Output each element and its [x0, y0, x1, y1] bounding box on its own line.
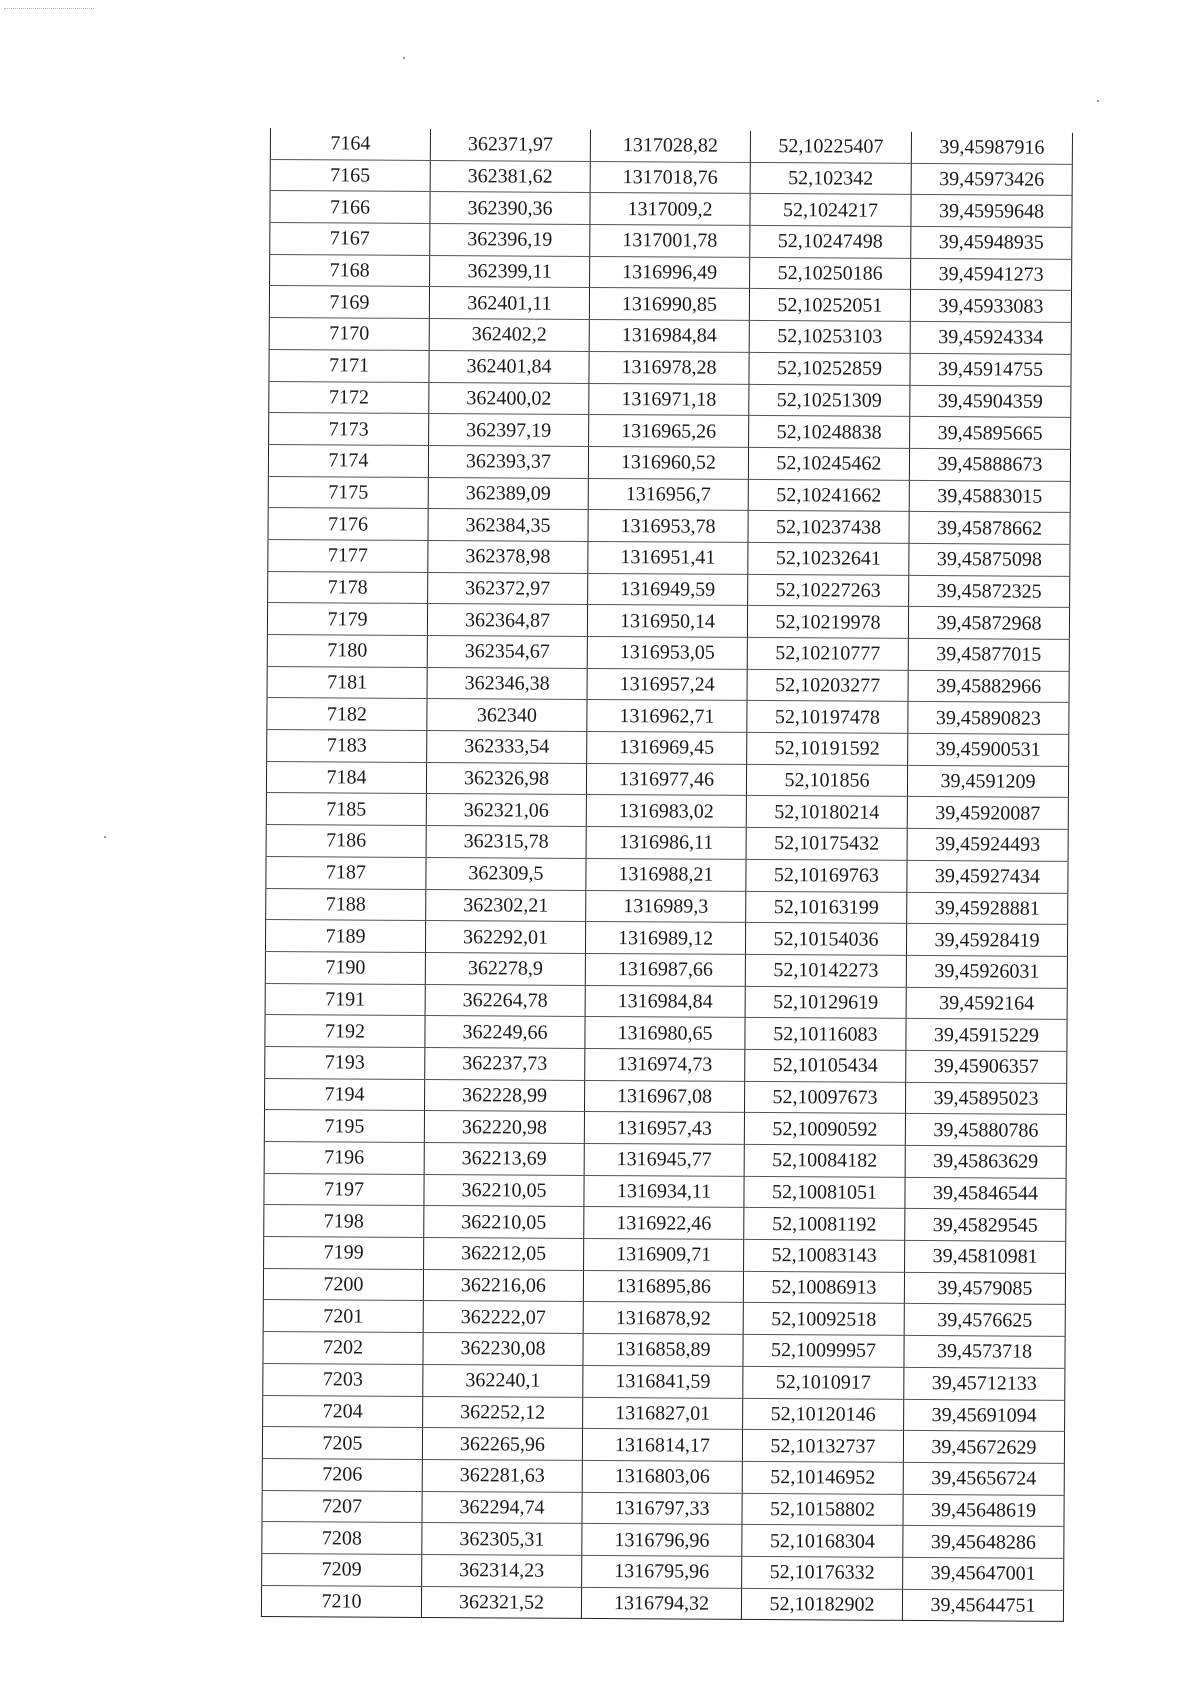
- x-coordinate-cell: 362228,99: [424, 1079, 584, 1112]
- point-number-cell: 7173: [269, 413, 429, 446]
- y-coordinate-cell: 1316945,77: [584, 1143, 744, 1176]
- longitude-cell: 39,4592164: [906, 987, 1067, 1020]
- x-coordinate-cell: 362401,11: [429, 287, 589, 320]
- x-coordinate-cell: 362212,05: [424, 1238, 584, 1271]
- latitude-cell: 52,10203277: [747, 669, 908, 702]
- x-coordinate-cell: 362399,11: [430, 255, 590, 288]
- x-coordinate-cell: 362294,74: [422, 1491, 582, 1524]
- latitude-cell: 52,10237438: [748, 511, 909, 544]
- y-coordinate-cell: 1316841,59: [583, 1365, 743, 1398]
- latitude-cell: 52,10081192: [744, 1208, 905, 1241]
- x-coordinate-cell: 362278,9: [425, 952, 585, 985]
- latitude-cell: 52,10154036: [745, 923, 906, 956]
- table-row: [262, 1458, 1064, 1495]
- y-coordinate-cell: 1316797,33: [582, 1492, 742, 1525]
- latitude-cell: 52,1010917: [743, 1366, 904, 1399]
- y-coordinate-cell: 1316990,85: [589, 288, 749, 321]
- x-coordinate-cell: 362292,01: [425, 921, 585, 954]
- y-coordinate-cell: 1317001,78: [590, 225, 750, 258]
- point-number-cell: 7171: [269, 349, 429, 382]
- longitude-cell: 39,45877015: [908, 638, 1069, 671]
- point-number-cell: 7195: [264, 1110, 424, 1143]
- point-number-cell: 7174: [268, 444, 428, 477]
- x-coordinate-cell: 362210,05: [424, 1206, 584, 1239]
- point-number-cell: 7201: [263, 1300, 423, 1333]
- y-coordinate-cell: 1316962,71: [587, 700, 747, 733]
- x-coordinate-cell: 362364,87: [427, 604, 587, 637]
- latitude-cell: 52,10245462: [748, 447, 909, 480]
- longitude-cell: 39,45927434: [907, 860, 1068, 893]
- longitude-cell: 39,45915229: [906, 1019, 1067, 1052]
- longitude-cell: 39,45924334: [910, 322, 1071, 355]
- y-coordinate-cell: 1316878,92: [583, 1302, 743, 1335]
- latitude-cell: 52,10142273: [745, 954, 906, 987]
- longitude-cell: 39,45914755: [910, 353, 1071, 386]
- longitude-cell: 39,45959648: [911, 195, 1072, 228]
- table-row: [268, 508, 1070, 545]
- latitude-cell: 52,10250186: [750, 257, 911, 290]
- longitude-cell: 39,45928419: [906, 924, 1067, 957]
- coordinates-table-body: [261, 128, 1072, 1622]
- y-coordinate-cell: 1316953,05: [587, 636, 747, 669]
- table-row: [265, 951, 1067, 988]
- table-row: [269, 349, 1071, 386]
- table-row: [270, 128, 1072, 164]
- point-number-cell: 7182: [267, 698, 427, 731]
- table-row: [265, 1046, 1067, 1083]
- scan-speck: [104, 836, 106, 838]
- x-coordinate-cell: 362321,06: [426, 794, 586, 827]
- x-coordinate-cell: 362252,12: [423, 1396, 583, 1429]
- latitude-cell: 52,10197478: [747, 701, 908, 734]
- latitude-cell: 52,101856: [746, 764, 907, 797]
- table-row: [266, 856, 1068, 893]
- longitude-cell: 39,45888673: [909, 448, 1070, 481]
- point-number-cell: 7200: [263, 1268, 423, 1301]
- latitude-cell: 52,10086913: [743, 1271, 904, 1304]
- point-number-cell: 7196: [264, 1141, 424, 1174]
- table-row: [268, 444, 1070, 481]
- longitude-cell: 39,45880786: [905, 1114, 1066, 1147]
- y-coordinate-cell: 1316974,73: [585, 1048, 745, 1081]
- table-row: [270, 254, 1072, 291]
- longitude-cell: 39,45941273: [911, 258, 1072, 291]
- x-coordinate-cell: 362240,1: [423, 1364, 583, 1397]
- latitude-cell: 52,10252051: [749, 289, 910, 322]
- point-number-cell: 7180: [267, 634, 427, 667]
- y-coordinate-cell: 1316957,24: [587, 668, 747, 701]
- point-number-cell: 7188: [266, 888, 426, 921]
- table-row: [264, 1110, 1066, 1147]
- longitude-cell: 39,45672629: [903, 1431, 1064, 1464]
- x-coordinate-cell: 362222,07: [423, 1301, 583, 1334]
- point-number-cell: 7202: [263, 1332, 423, 1365]
- latitude-cell: 52,10168304: [742, 1525, 903, 1558]
- x-coordinate-cell: 362213,69: [424, 1142, 584, 1175]
- latitude-cell: 52,10146952: [742, 1461, 903, 1494]
- longitude-cell: 39,45890823: [908, 702, 1069, 735]
- point-number-cell: 7185: [266, 793, 426, 826]
- y-coordinate-cell: 1316986,11: [586, 827, 746, 860]
- latitude-cell: 52,10252859: [749, 352, 910, 385]
- y-coordinate-cell: 1316987,66: [585, 953, 745, 986]
- x-coordinate-cell: 362372,97: [428, 572, 588, 605]
- y-coordinate-cell: 1316796,96: [582, 1524, 742, 1557]
- point-number-cell: 7178: [268, 571, 428, 604]
- table-row: [269, 381, 1071, 418]
- point-number-cell: 7205: [262, 1427, 422, 1460]
- point-number-cell: 7187: [266, 856, 426, 889]
- point-number-cell: 7190: [265, 951, 425, 984]
- x-coordinate-cell: 362389,09: [428, 477, 588, 510]
- y-coordinate-cell: 1316895,86: [583, 1270, 743, 1303]
- x-coordinate-cell: 362333,54: [427, 731, 587, 764]
- longitude-cell: 39,45872968: [908, 607, 1069, 640]
- x-coordinate-cell: 362314,23: [422, 1554, 582, 1587]
- point-number-cell: 7207: [262, 1490, 422, 1523]
- longitude-cell: 39,45948935: [911, 226, 1072, 259]
- longitude-cell: 39,45691094: [904, 1399, 1065, 1432]
- y-coordinate-cell: 1316971,18: [589, 383, 749, 416]
- y-coordinate-cell: 1316827,01: [583, 1397, 743, 1430]
- y-coordinate-cell: 1316949,59: [588, 573, 748, 606]
- table-row: [264, 1173, 1066, 1210]
- latitude-cell: 52,10247498: [750, 225, 911, 258]
- y-coordinate-cell: 1316794,32: [581, 1587, 741, 1620]
- table-row: [269, 286, 1071, 323]
- longitude-cell: 39,45920087: [907, 797, 1068, 830]
- x-coordinate-cell: 362340: [427, 699, 587, 732]
- latitude-cell: 52,10176332: [742, 1556, 903, 1589]
- y-coordinate-cell: 1316984,84: [589, 320, 749, 353]
- point-number-cell: 7204: [263, 1395, 423, 1428]
- point-number-cell: 7183: [267, 730, 427, 763]
- y-coordinate-cell: 1316957,43: [584, 1112, 744, 1145]
- point-number-cell: 7179: [267, 603, 427, 636]
- table-row: [262, 1490, 1064, 1527]
- longitude-cell: 39,45875098: [909, 543, 1070, 576]
- longitude-cell: 39,45987916: [911, 132, 1072, 164]
- y-coordinate-cell: 1316967,08: [584, 1080, 744, 1113]
- point-number-cell: 7206: [262, 1458, 422, 1491]
- y-coordinate-cell: 1316978,28: [589, 351, 749, 384]
- scan-speck: [1097, 100, 1099, 102]
- point-number-cell: 7176: [268, 508, 428, 541]
- y-coordinate-cell: 1316956,7: [588, 478, 748, 511]
- y-coordinate-cell: 1316795,96: [582, 1555, 742, 1588]
- table-row: [267, 603, 1069, 640]
- y-coordinate-cell: 1316996,49: [590, 256, 750, 289]
- y-coordinate-cell: 1316814,17: [582, 1429, 742, 1462]
- longitude-cell: 39,45883015: [909, 480, 1070, 513]
- x-coordinate-cell: 362305,31: [422, 1523, 582, 1556]
- latitude-cell: 52,10251309: [749, 384, 910, 417]
- x-coordinate-cell: 362402,2: [429, 319, 589, 352]
- table-row: [263, 1300, 1065, 1337]
- longitude-cell: 39,45906357: [906, 1050, 1067, 1083]
- table-row: [266, 793, 1068, 830]
- longitude-cell: 39,4576625: [904, 1304, 1065, 1337]
- longitude-cell: 39,45973426: [911, 163, 1072, 196]
- table-row: [270, 191, 1072, 228]
- latitude-cell: 52,10169763: [746, 859, 907, 892]
- point-number-cell: 7192: [265, 1015, 425, 1048]
- latitude-cell: 52,10081051: [744, 1176, 905, 1209]
- y-coordinate-cell: 1317009,2: [590, 193, 750, 226]
- latitude-cell: 52,1024217: [750, 194, 911, 227]
- longitude-cell: 39,45904359: [910, 385, 1071, 418]
- table-row: [265, 983, 1067, 1020]
- point-number-cell: 7164: [270, 128, 430, 160]
- latitude-cell: 52,10132737: [742, 1430, 903, 1463]
- y-coordinate-cell: 1316951,41: [588, 541, 748, 574]
- point-number-cell: 7199: [264, 1237, 424, 1270]
- x-coordinate-cell: 362401,84: [429, 350, 589, 383]
- y-coordinate-cell: 1316969,45: [587, 732, 747, 765]
- table-row: [264, 1141, 1066, 1178]
- y-coordinate-cell: 1317018,76: [590, 161, 750, 194]
- x-coordinate-cell: 362315,78: [426, 826, 586, 859]
- y-coordinate-cell: 1316983,02: [586, 795, 746, 828]
- point-number-cell: 7172: [269, 381, 429, 414]
- latitude-cell: 52,10219978: [747, 606, 908, 639]
- longitude-cell: 39,45926031: [906, 955, 1067, 988]
- y-coordinate-cell: 1316965,26: [589, 415, 749, 448]
- x-coordinate-cell: 362281,63: [422, 1459, 582, 1492]
- latitude-cell: 52,10180214: [746, 796, 907, 829]
- x-coordinate-cell: 362326,98: [426, 762, 586, 795]
- latitude-cell: 52,10099957: [743, 1335, 904, 1368]
- table-row: [265, 1015, 1067, 1052]
- longitude-cell: 39,4579085: [904, 1272, 1065, 1305]
- table-row: [262, 1553, 1064, 1590]
- x-coordinate-cell: 362309,5: [426, 857, 586, 890]
- x-coordinate-cell: 362396,19: [430, 224, 590, 257]
- y-coordinate-cell: 1316803,06: [582, 1460, 742, 1493]
- point-number-cell: 7165: [270, 159, 430, 192]
- table-row: [267, 730, 1069, 767]
- latitude-cell: 52,10120146: [743, 1398, 904, 1431]
- latitude-cell: 52,10210777: [747, 637, 908, 670]
- latitude-cell: 52,10097673: [744, 1081, 905, 1114]
- longitude-cell: 39,45924493: [907, 829, 1068, 862]
- point-number-cell: 7191: [265, 983, 425, 1016]
- scan-speck: [403, 57, 405, 59]
- table-row: [265, 920, 1067, 957]
- table-row: [267, 666, 1069, 703]
- table-row: [262, 1427, 1064, 1464]
- point-number-cell: 7175: [268, 476, 428, 509]
- table-row: [268, 539, 1070, 576]
- latitude-cell: 52,10092518: [743, 1303, 904, 1336]
- table-row: [261, 1585, 1063, 1622]
- y-coordinate-cell: 1316858,89: [583, 1334, 743, 1367]
- latitude-cell: 52,10158802: [742, 1493, 903, 1526]
- point-number-cell: 7177: [268, 539, 428, 572]
- point-number-cell: 7193: [265, 1046, 425, 1079]
- longitude-cell: 39,45895023: [905, 1082, 1066, 1115]
- x-coordinate-cell: 362354,67: [427, 635, 587, 668]
- table-row: [269, 318, 1071, 355]
- x-coordinate-cell: 362384,35: [428, 509, 588, 542]
- scan-artifact-line: [4, 8, 94, 10]
- latitude-cell: 52,10129619: [745, 986, 906, 1019]
- x-coordinate-cell: 362393,37: [428, 445, 588, 478]
- longitude-cell: 39,45712133: [904, 1367, 1065, 1400]
- latitude-cell: 52,10116083: [745, 1018, 906, 1051]
- latitude-cell: 52,10227263: [748, 574, 909, 607]
- longitude-cell: 39,45900531: [908, 733, 1069, 766]
- x-coordinate-cell: 362249,66: [425, 1016, 585, 1049]
- x-coordinate-cell: 362346,38: [427, 667, 587, 700]
- table-row: [270, 159, 1072, 196]
- y-coordinate-cell: 1317028,82: [590, 130, 750, 162]
- latitude-cell: 52,10248838: [749, 416, 910, 449]
- latitude-cell: 52,10084182: [744, 1144, 905, 1177]
- x-coordinate-cell: 362220,98: [424, 1111, 584, 1144]
- point-number-cell: 7197: [264, 1173, 424, 1206]
- point-number-cell: 7189: [265, 920, 425, 953]
- table-row: [263, 1268, 1065, 1305]
- y-coordinate-cell: 1316989,3: [586, 890, 746, 923]
- longitude-cell: 39,45882966: [908, 670, 1069, 703]
- point-number-cell: 7168: [270, 254, 430, 287]
- table-row: [263, 1363, 1065, 1400]
- latitude-cell: 52,10241662: [748, 479, 909, 512]
- x-coordinate-cell: 362378,98: [428, 540, 588, 573]
- point-number-cell: 7209: [262, 1553, 422, 1586]
- y-coordinate-cell: 1316953,78: [588, 510, 748, 543]
- longitude-cell: 39,45648619: [903, 1494, 1064, 1527]
- point-number-cell: 7194: [265, 1078, 425, 1111]
- table-row: [267, 698, 1069, 735]
- table-row: [270, 223, 1072, 260]
- longitude-cell: 39,45656724: [903, 1462, 1064, 1495]
- longitude-cell: 39,45872325: [909, 575, 1070, 608]
- longitude-cell: 39,45878662: [909, 512, 1070, 545]
- table-row: [265, 1078, 1067, 1115]
- y-coordinate-cell: 1316984,84: [585, 985, 745, 1018]
- longitude-cell: 39,45648286: [903, 1526, 1064, 1559]
- point-number-cell: 7184: [266, 761, 426, 794]
- latitude-cell: 52,10191592: [747, 732, 908, 765]
- x-coordinate-cell: 362265,96: [422, 1428, 582, 1461]
- latitude-cell: 52,10105434: [745, 1049, 906, 1082]
- y-coordinate-cell: 1316989,12: [585, 922, 745, 955]
- point-number-cell: 7186: [266, 825, 426, 858]
- x-coordinate-cell: 362237,73: [425, 1047, 585, 1080]
- y-coordinate-cell: 1316934,11: [584, 1175, 744, 1208]
- latitude-cell: 52,10175432: [746, 828, 907, 861]
- table-row: [266, 761, 1068, 798]
- table-row: [262, 1522, 1064, 1559]
- point-number-cell: 7210: [261, 1585, 421, 1618]
- longitude-cell: 39,45846544: [905, 1177, 1066, 1210]
- longitude-cell: 39,4573718: [904, 1336, 1065, 1369]
- x-coordinate-cell: 362321,52: [421, 1586, 581, 1619]
- x-coordinate-cell: 362400,02: [429, 382, 589, 415]
- x-coordinate-cell: 362302,21: [426, 889, 586, 922]
- x-coordinate-cell: 362216,06: [423, 1269, 583, 1302]
- table-row: [266, 825, 1068, 862]
- table-row: [264, 1205, 1066, 1242]
- longitude-cell: 39,4591209: [907, 765, 1068, 798]
- longitude-cell: 39,45647001: [903, 1557, 1064, 1590]
- y-coordinate-cell: 1316909,71: [584, 1238, 744, 1271]
- latitude-cell: 52,10182902: [741, 1588, 902, 1621]
- table-row: [263, 1395, 1065, 1432]
- point-number-cell: 7181: [267, 666, 427, 699]
- x-coordinate-cell: 362390,36: [430, 192, 590, 225]
- table-row: [269, 413, 1071, 450]
- latitude-cell: 52,10163199: [746, 891, 907, 924]
- table-row: [263, 1332, 1065, 1369]
- latitude-cell: 52,10083143: [744, 1239, 905, 1272]
- y-coordinate-cell: 1316977,46: [586, 763, 746, 796]
- latitude-cell: 52,102342: [750, 162, 911, 195]
- longitude-cell: 39,45895665: [910, 417, 1071, 450]
- x-coordinate-cell: 362264,78: [425, 984, 585, 1017]
- latitude-cell: 52,10253103: [749, 321, 910, 354]
- table-row: [268, 476, 1070, 513]
- point-number-cell: 7166: [270, 191, 430, 224]
- longitude-cell: 39,45933083: [910, 290, 1071, 323]
- y-coordinate-cell: 1316988,21: [586, 858, 746, 891]
- table-row: [267, 634, 1069, 671]
- point-number-cell: 7203: [263, 1363, 423, 1396]
- latitude-cell: 52,10090592: [744, 1113, 905, 1146]
- longitude-cell: 39,45829545: [905, 1209, 1066, 1242]
- y-coordinate-cell: 1316960,52: [588, 446, 748, 479]
- coordinates-table: [261, 128, 1073, 1622]
- table-row: [264, 1237, 1066, 1274]
- y-coordinate-cell: 1316922,46: [584, 1207, 744, 1240]
- table-row: [268, 571, 1070, 608]
- y-coordinate-cell: 1316950,14: [587, 605, 747, 638]
- y-coordinate-cell: 1316980,65: [585, 1017, 745, 1050]
- x-coordinate-cell: 362210,05: [424, 1174, 584, 1207]
- x-coordinate-cell: 362371,97: [430, 129, 590, 161]
- latitude-cell: 52,10232641: [748, 542, 909, 575]
- x-coordinate-cell: 362381,62: [430, 160, 590, 193]
- longitude-cell: 39,45810981: [905, 1240, 1066, 1273]
- x-coordinate-cell: 362397,19: [429, 414, 589, 447]
- point-number-cell: 7208: [262, 1522, 422, 1555]
- point-number-cell: 7170: [269, 318, 429, 351]
- longitude-cell: 39,45928881: [907, 892, 1068, 925]
- latitude-cell: 52,10225407: [750, 131, 911, 163]
- longitude-cell: 39,45644751: [902, 1589, 1063, 1622]
- table-row: [266, 888, 1068, 925]
- point-number-cell: 7167: [270, 223, 430, 256]
- point-number-cell: 7198: [264, 1205, 424, 1238]
- longitude-cell: 39,45863629: [905, 1145, 1066, 1178]
- x-coordinate-cell: 362230,08: [423, 1333, 583, 1366]
- point-number-cell: 7169: [269, 286, 429, 319]
